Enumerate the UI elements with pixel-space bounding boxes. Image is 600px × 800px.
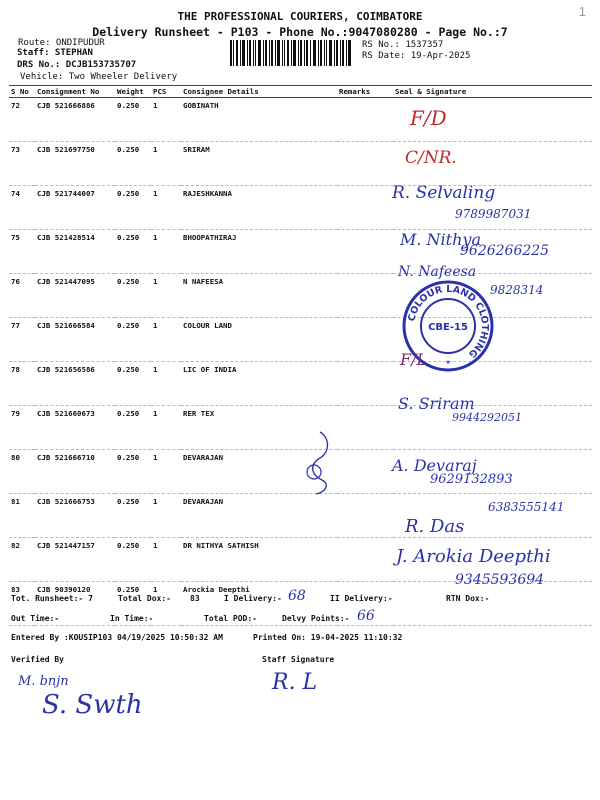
consignee-cell: RAJESHKANNA xyxy=(181,186,337,230)
stamp-center-text: CBE-15 xyxy=(428,322,468,333)
ii-delivery-label: II Delivery:- xyxy=(330,594,393,603)
consignee-cell: BHOOPATHIRAJ xyxy=(181,230,337,274)
weight-cell: 0.250 xyxy=(115,362,151,406)
handwritten-remark-73: C/NR. xyxy=(405,148,457,168)
tot-runsheet: Tot. Runsheet:- 7 xyxy=(11,594,93,603)
remarks-cell xyxy=(337,362,393,406)
delvy-points-label: Delvy Points:- xyxy=(282,614,350,623)
consignment-cell: CJB 521666886 xyxy=(35,98,115,142)
vehicle-label: Vehicle: Two Wheeler Delivery xyxy=(20,72,178,82)
handwritten-signature-75: M. Nithya xyxy=(400,230,481,249)
pcs-cell: 1 xyxy=(151,274,181,318)
remarks-cell xyxy=(337,450,393,494)
handwritten-phone-82: 6383555141 xyxy=(488,500,565,514)
sno-cell: 73 xyxy=(9,142,35,186)
consignee-cell: DEVARAJAN xyxy=(181,494,337,538)
remarks-cell xyxy=(337,274,393,318)
sno-cell: 81 xyxy=(9,494,35,538)
consignee-cell: GOBINATH xyxy=(181,98,337,142)
weight-cell: 0.250 xyxy=(115,142,151,186)
pcs-cell: 1 xyxy=(151,538,181,582)
weight-cell: 0.250 xyxy=(115,406,151,450)
staff-signature: R. L xyxy=(272,670,318,695)
handwritten-signature-79: S. Sriram xyxy=(398,394,475,413)
rs-number: RS No.: 1537357 xyxy=(362,40,444,50)
sno-cell: 78 xyxy=(9,362,35,406)
handwritten-remark-78: F/L xyxy=(400,350,428,369)
staff-label: Staff: STEPHAN xyxy=(17,48,93,58)
pcs-cell: 1 xyxy=(151,142,181,186)
pcs-cell: 1 xyxy=(151,450,181,494)
in-time-label: In Time:- xyxy=(110,614,154,623)
table-row xyxy=(9,362,592,406)
rs-date: RS Date: 19-Apr-2025 xyxy=(362,51,471,61)
pcs-cell: 1 xyxy=(151,582,181,626)
col-header-consignee: Consignee Details xyxy=(181,86,337,98)
col-header-consignment: Consignment No xyxy=(35,86,115,98)
signature-cell xyxy=(393,582,592,626)
table-header-row xyxy=(9,86,592,98)
consignment-cell: CJB 521666584 xyxy=(35,318,115,362)
weight-cell: 0.250 xyxy=(115,582,151,626)
consignee-cell: DR NITHYA SATHISH xyxy=(181,538,337,582)
i-delivery-value: 68 xyxy=(288,588,306,604)
weight-cell: 0.250 xyxy=(115,98,151,142)
pcs-cell: 1 xyxy=(151,494,181,538)
total-dox-value: 83 xyxy=(190,594,200,603)
consignment-cell: CJB 521744007 xyxy=(35,186,115,230)
handwritten-signature-83: J. Arokia Deepthi xyxy=(396,546,551,567)
out-time-label: Out Time:- xyxy=(11,614,60,623)
remarks-cell xyxy=(337,538,393,582)
runsheet-subtitle: Delivery Runsheet - P103 - Phone No.:9047080280 - Page No.:7 xyxy=(92,25,508,39)
table-row xyxy=(9,142,592,186)
entered-by: Entered By :KOUSIP103 04/19/2025 10:50:32 AM xyxy=(11,633,223,642)
staff-signature-label: Staff Signature xyxy=(262,655,335,664)
handwritten-phone-83: 9345593694 xyxy=(455,572,545,588)
consignment-cell: CJB 521660673 xyxy=(35,406,115,450)
rtn-dox-label: RTN Dox:- xyxy=(446,594,490,603)
table-row xyxy=(9,98,592,142)
sno-cell: 75 xyxy=(9,230,35,274)
sno-cell: 74 xyxy=(9,186,35,230)
pcs-cell: 1 xyxy=(151,98,181,142)
sno-cell: 82 xyxy=(9,538,35,582)
barcode xyxy=(230,40,352,66)
consignment-cell: CJB 90390120 xyxy=(35,582,115,626)
consignee-cell: SRIRAM xyxy=(181,142,337,186)
remarks-cell xyxy=(337,186,393,230)
consignee-cell: COLOUR LAND xyxy=(181,318,337,362)
col-header-signature: Seal & Signature xyxy=(393,86,592,98)
delvy-points-value: 66 xyxy=(357,608,375,624)
pcs-cell: 1 xyxy=(151,362,181,406)
runsheet-table xyxy=(9,85,592,626)
weight-cell: 0.250 xyxy=(115,230,151,274)
handwritten-signature-82: R. Das xyxy=(405,516,465,537)
sno-cell: 76 xyxy=(9,274,35,318)
handwritten-remark-72: F/D xyxy=(410,106,447,130)
sno-cell: 79 xyxy=(9,406,35,450)
consignee-cell: Arockia Deepthi xyxy=(181,582,337,626)
consignee-cell: N NAFEESA xyxy=(181,274,337,318)
consignment-cell: CJB 521666753 xyxy=(35,494,115,538)
handwritten-phone-75: 9626266225 xyxy=(460,243,550,259)
total-dox-label: Total Dox:- xyxy=(118,594,171,603)
weight-cell: 0.250 xyxy=(115,318,151,362)
remarks-cell xyxy=(337,494,393,538)
table-row xyxy=(9,318,592,362)
handwritten-phone-76: 9828314 xyxy=(490,283,544,297)
consignee-cell: RER TEX xyxy=(181,406,337,450)
consignment-cell: CJB 521666710 xyxy=(35,450,115,494)
weight-cell: 0.250 xyxy=(115,538,151,582)
weight-cell: 0.250 xyxy=(115,494,151,538)
weight-cell: 0.250 xyxy=(115,274,151,318)
consignment-cell: CJB 521447095 xyxy=(35,274,115,318)
page-corner-mark: 1 xyxy=(578,4,586,19)
remarks-cell xyxy=(337,98,393,142)
handwritten-phone-74: 9789987031 xyxy=(455,207,532,221)
drs-number: DRS No.: DCJB153735707 xyxy=(17,60,137,70)
sno-cell: 80 xyxy=(9,450,35,494)
remarks-cell xyxy=(337,406,393,450)
consignee-cell: DEVARAJAN xyxy=(181,450,337,494)
star-icon: ★ xyxy=(445,357,451,366)
verified-signature: S. Swth xyxy=(42,690,143,720)
stamp-ring-text: COLOUR LAND CLOTHING xyxy=(406,283,491,360)
remarks-cell xyxy=(337,318,393,362)
handwritten-phone-81: 9629132893 xyxy=(430,472,513,487)
handwritten-phone-79: 9944292051 xyxy=(452,411,522,424)
remarks-cell xyxy=(337,230,393,274)
pcs-cell: 1 xyxy=(151,406,181,450)
consignment-cell: CJB 521428514 xyxy=(35,230,115,274)
consignment-cell: CJB 521656586 xyxy=(35,362,115,406)
col-header-sno: S No xyxy=(9,86,35,98)
remarks-cell xyxy=(337,142,393,186)
handwritten-signature-76: N. Nafeesa xyxy=(398,264,477,280)
printed-on: Printed On: 19-04-2025 11:10:32 xyxy=(253,633,403,642)
col-header-weight: Weight xyxy=(115,86,151,98)
verified-signature-initials: M. bnjn xyxy=(18,674,69,689)
pcs-cell: 1 xyxy=(151,230,181,274)
company-title: THE PROFESSIONAL COURIERS, COIMBATORE xyxy=(177,10,423,23)
pcs-cell: 1 xyxy=(151,186,181,230)
sno-cell: 72 xyxy=(9,98,35,142)
i-delivery-label: I Delivery:- xyxy=(224,594,282,603)
col-header-pcs: PCS xyxy=(151,86,181,98)
handwritten-signature-74: R. Selvaling xyxy=(392,183,496,203)
weight-cell: 0.250 xyxy=(115,186,151,230)
handwritten-signature-81: A. Devaraj xyxy=(392,456,477,475)
pcs-cell: 1 xyxy=(151,318,181,362)
consignment-cell: CJB 521697750 xyxy=(35,142,115,186)
weight-cell: 0.250 xyxy=(115,450,151,494)
sno-cell: 77 xyxy=(9,318,35,362)
sno-cell: 83 xyxy=(9,582,35,626)
col-header-remarks: Remarks xyxy=(337,86,393,98)
total-pod-label: Total POD:- xyxy=(204,614,257,623)
handwritten-scribble xyxy=(300,428,340,498)
route-label: Route: ONDIPUDUR xyxy=(18,38,105,48)
consignee-cell: LIC OF INDIA xyxy=(181,362,337,406)
consignment-cell: CJB 521447157 xyxy=(35,538,115,582)
verified-by-label: Verified By xyxy=(11,655,64,664)
